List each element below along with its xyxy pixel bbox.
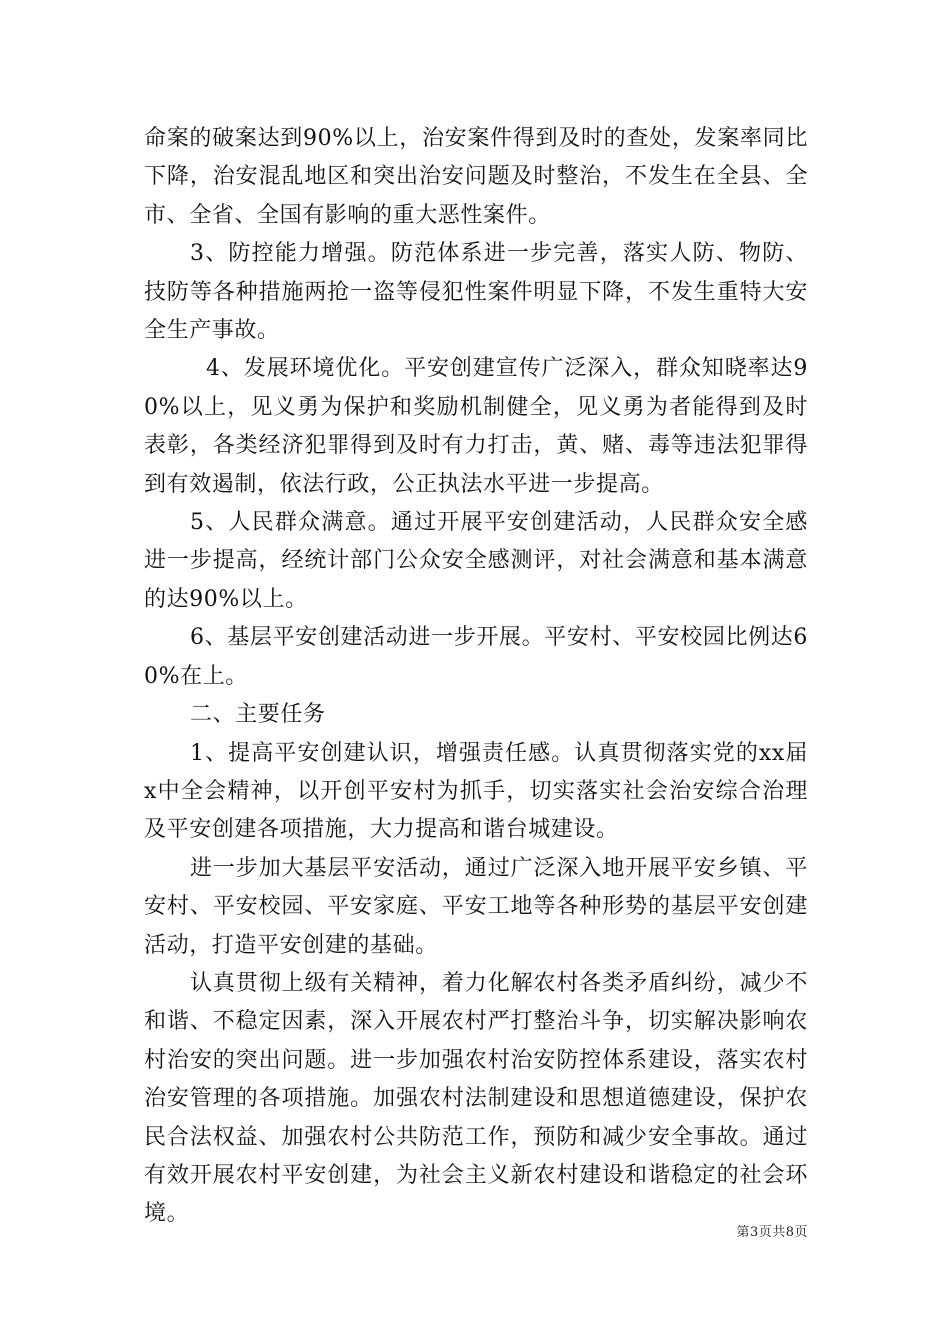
- paragraph-rural-security: 认真贯彻上级有关精神，着力化解农村各类矛盾纠纷，减少不和谐、不稳定因素，深入开展农村严打整治斗争，切实解决影响农村治安的突出问题。进一步加强农村治安防控体系建设，落实农村治安管理的各项措施。加强农村法制建设和思想道德建设，保护农民合法权益、加强农村公共防范工作，预防和减少安全事故。通过有效开展农村平安创建，为社会主义新农村建设和谐稳定的社会环境。: [144, 970, 808, 1227]
- paragraph-item-5: 5、人民群众满意。通过开展平安创建活动，人民群众安全感进一步提高，经统计部门公众安全感测评，对社会满意和基本满意的达90%以上。: [144, 510, 808, 612]
- paragraph-item-3: 3、防控能力增强。防范体系进一步完善，落实人防、物防、技防等各种措施两抢一盗等侵犯性案件明显下降，不发生重特大安全生产事故。: [144, 241, 808, 344]
- page-number: 第3页共8页: [736, 1225, 808, 1240]
- paragraph-grassroots-activities: 进一步加大基层平安活动，通过广泛深入地开展平安乡镇、平安村、平安校园、平安家庭、平安工地等各种形势的基层平安创建活动，打造平安创建的基础。: [144, 855, 808, 958]
- paragraph-task-1: 1、提高平安创建认识，增强责任感。认真贯彻落实党的xx届x中全会精神，以开创平安村为抓手，切实落实社会治安综合治理及平安创建各项措施，大力提高和谐台城建设。: [144, 740, 808, 843]
- paragraph-item-4: 4、发展环境优化。平安创建宣传广泛深入，群众知晓率达90%以上，见义勇为保护和奖励机制健全，见义勇为者能得到及时表彰，各类经济犯罪得到及时有力打击，黄、赌、毒等违法犯罪得到有效遏制，依法行政，公正执法水平进一步提高。: [144, 356, 808, 497]
- section-heading-main-tasks: 二、主要任务: [190, 702, 326, 728]
- document-body: [144, 120, 808, 1234]
- paragraph-continuation: 命案的破案达到90%以上，治安案件得到及时的查处，发案率同比下降，治安混乱地区和突出治安问题及时整治，不发生在全县、全市、全省、全国有影响的重大恶性案件。: [144, 126, 808, 228]
- paragraph-item-6: 6、基层平安创建活动进一步开展。平安村、平安校园比例达60%在上。: [144, 625, 808, 689]
